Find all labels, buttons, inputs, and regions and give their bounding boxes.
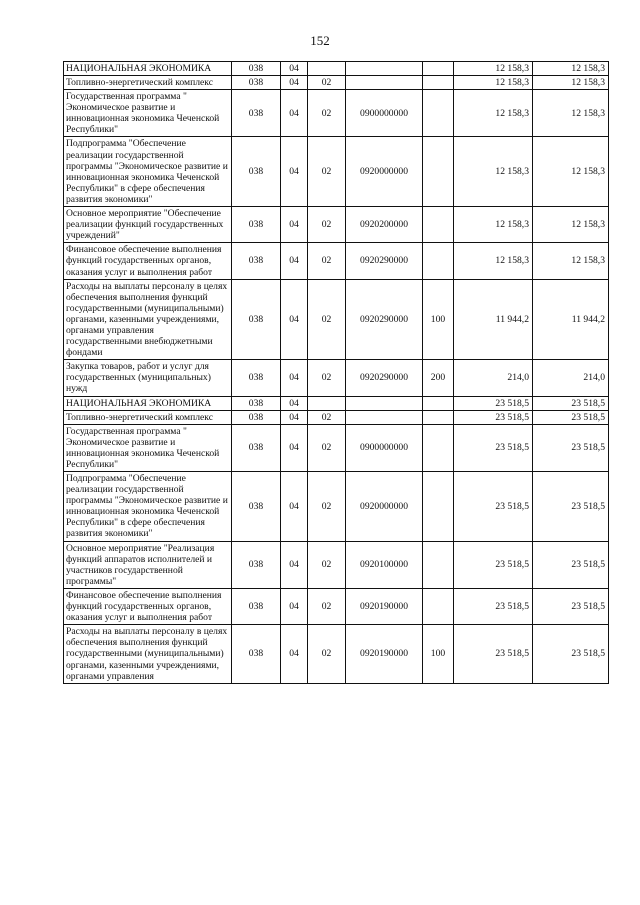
row-vr <box>423 207 454 243</box>
row-csr <box>346 62 423 76</box>
row-csr: 0920000000 <box>346 472 423 542</box>
row-sum-1: 12 158,3 <box>454 62 533 76</box>
row-sum-1: 12 158,3 <box>454 243 533 279</box>
row-pr: 02 <box>308 424 346 471</box>
row-rz: 04 <box>281 588 308 624</box>
row-rz: 04 <box>281 90 308 137</box>
row-sum-2: 23 518,5 <box>533 396 609 410</box>
row-vr: 100 <box>423 625 454 683</box>
row-csr: 0920290000 <box>346 360 423 396</box>
row-name: Основное мероприятие "Реализация функций аппаратов исполнителей и участников государственной программы" <box>64 541 232 588</box>
row-name: Расходы на выплаты персоналу в целях обеспечения выполнения функций государственными (муниципальными) органами, казенными учреждениями, органами управления <box>64 625 232 683</box>
row-sum-1: 23 518,5 <box>454 625 533 683</box>
row-ved: 038 <box>232 279 281 360</box>
row-vr <box>423 90 454 137</box>
row-pr: 02 <box>308 90 346 137</box>
row-vr: 200 <box>423 360 454 396</box>
row-sum-2: 11 944,2 <box>533 279 609 360</box>
row-ved: 038 <box>232 137 281 207</box>
row-rz: 04 <box>281 62 308 76</box>
row-pr: 02 <box>308 243 346 279</box>
row-vr <box>423 472 454 542</box>
row-rz: 04 <box>281 424 308 471</box>
table-row <box>64 472 609 542</box>
row-csr: 0920190000 <box>346 625 423 683</box>
row-rz: 04 <box>281 360 308 396</box>
row-sum-2: 12 158,3 <box>533 90 609 137</box>
row-vr <box>423 62 454 76</box>
row-csr <box>346 410 423 424</box>
row-sum-1: 12 158,3 <box>454 90 533 137</box>
row-sum-1: 12 158,3 <box>454 137 533 207</box>
row-csr: 0900000000 <box>346 90 423 137</box>
row-rz: 04 <box>281 396 308 410</box>
table-row <box>64 76 609 90</box>
row-sum-1: 214,0 <box>454 360 533 396</box>
row-csr <box>346 396 423 410</box>
row-ved: 038 <box>232 360 281 396</box>
row-ved: 038 <box>232 76 281 90</box>
row-sum-2: 12 158,3 <box>533 137 609 207</box>
row-name: Топливно-энергетический комплекс <box>64 76 232 90</box>
row-name: Основное мероприятие "Обеспечение реализации функций государственных учреждений" <box>64 207 232 243</box>
row-csr: 0920100000 <box>346 541 423 588</box>
table-row <box>64 90 609 137</box>
row-pr: 02 <box>308 207 346 243</box>
row-sum-2: 23 518,5 <box>533 424 609 471</box>
row-ved: 038 <box>232 243 281 279</box>
row-vr <box>423 588 454 624</box>
table-row <box>64 541 609 588</box>
row-ved: 038 <box>232 541 281 588</box>
row-pr <box>308 62 346 76</box>
row-pr: 02 <box>308 472 346 542</box>
row-vr <box>423 541 454 588</box>
row-vr <box>423 410 454 424</box>
row-sum-1: 23 518,5 <box>454 588 533 624</box>
table-row <box>64 424 609 471</box>
row-sum-2: 23 518,5 <box>533 541 609 588</box>
table-row <box>64 62 609 76</box>
table-row <box>64 396 609 410</box>
row-rz: 04 <box>281 279 308 360</box>
row-sum-2: 23 518,5 <box>533 625 609 683</box>
row-sum-2: 12 158,3 <box>533 243 609 279</box>
row-sum-1: 23 518,5 <box>454 410 533 424</box>
row-pr: 02 <box>308 279 346 360</box>
row-name: НАЦИОНАЛЬНАЯ ЭКОНОМИКА <box>64 62 232 76</box>
row-ved: 038 <box>232 410 281 424</box>
row-ved: 038 <box>232 588 281 624</box>
row-csr: 0920190000 <box>346 588 423 624</box>
row-pr: 02 <box>308 541 346 588</box>
row-csr: 0920200000 <box>346 207 423 243</box>
row-csr: 0920290000 <box>346 279 423 360</box>
row-csr <box>346 76 423 90</box>
row-vr: 100 <box>423 279 454 360</box>
row-vr <box>423 396 454 410</box>
row-pr: 02 <box>308 625 346 683</box>
row-ved: 038 <box>232 424 281 471</box>
row-pr: 02 <box>308 76 346 90</box>
row-name: Финансовое обеспечение выполнения функций государственных органов, оказания услуг и выполнения работ <box>64 588 232 624</box>
table-row <box>64 360 609 396</box>
row-csr: 0920290000 <box>346 243 423 279</box>
row-name: Государственная программа " Экономическое развитие и инновационная экономика Чеченской Республики" <box>64 90 232 137</box>
row-rz: 04 <box>281 243 308 279</box>
row-pr: 02 <box>308 588 346 624</box>
row-sum-1: 23 518,5 <box>454 541 533 588</box>
row-rz: 04 <box>281 410 308 424</box>
row-rz: 04 <box>281 207 308 243</box>
row-sum-1: 23 518,5 <box>454 472 533 542</box>
row-csr: 0920000000 <box>346 137 423 207</box>
table-row <box>64 588 609 624</box>
row-sum-2: 12 158,3 <box>533 76 609 90</box>
table-row <box>64 137 609 207</box>
row-name: Топливно-энергетический комплекс <box>64 410 232 424</box>
table-row <box>64 243 609 279</box>
row-sum-1: 12 158,3 <box>454 207 533 243</box>
row-sum-2: 214,0 <box>533 360 609 396</box>
row-vr <box>423 137 454 207</box>
row-sum-2: 23 518,5 <box>533 410 609 424</box>
budget-table <box>63 61 609 684</box>
row-sum-2: 12 158,3 <box>533 207 609 243</box>
row-pr: 02 <box>308 410 346 424</box>
row-vr <box>423 76 454 90</box>
row-ved: 038 <box>232 90 281 137</box>
row-pr: 02 <box>308 360 346 396</box>
row-name: Государственная программа " Экономическое развитие и инновационная экономика Чеченской Республики" <box>64 424 232 471</box>
row-csr: 0900000000 <box>346 424 423 471</box>
row-sum-2: 12 158,3 <box>533 62 609 76</box>
table-row <box>64 279 609 360</box>
row-name: Подпрограмма "Обеспечение реализации государственной программы "Экономическое развитие и инновационная экономика Чеченской Республики" в сфере обеспечения развития экономики" <box>64 472 232 542</box>
row-ved: 038 <box>232 207 281 243</box>
row-vr <box>423 424 454 471</box>
row-ved: 038 <box>232 396 281 410</box>
row-name: Финансовое обеспечение выполнения функций государственных органов, оказания услуг и выполнения работ <box>64 243 232 279</box>
row-sum-2: 23 518,5 <box>533 472 609 542</box>
row-sum-1: 23 518,5 <box>454 424 533 471</box>
row-rz: 04 <box>281 76 308 90</box>
row-rz: 04 <box>281 137 308 207</box>
row-sum-1: 23 518,5 <box>454 396 533 410</box>
row-rz: 04 <box>281 625 308 683</box>
row-pr <box>308 396 346 410</box>
row-name: Подпрограмма "Обеспечение реализации государственной программы "Экономическое развитие и инновационная экономика Чеченской Республики" в сфере обеспечения развития экономики" <box>64 137 232 207</box>
row-sum-1: 11 944,2 <box>454 279 533 360</box>
row-rz: 04 <box>281 472 308 542</box>
row-name: Расходы на выплаты персоналу в целях обеспечения выполнения функций государственными (муниципальными) органами, казенными учреждениями, органами управления государственными внебюджетными фондами <box>64 279 232 360</box>
row-rz: 04 <box>281 541 308 588</box>
row-ved: 038 <box>232 625 281 683</box>
row-sum-2: 23 518,5 <box>533 588 609 624</box>
row-name: Закупка товаров, работ и услуг для государственных (муниципальных) нужд <box>64 360 232 396</box>
row-name: НАЦИОНАЛЬНАЯ ЭКОНОМИКА <box>64 396 232 410</box>
table-row <box>64 207 609 243</box>
row-vr <box>423 243 454 279</box>
row-ved: 038 <box>232 472 281 542</box>
page-number: 152 <box>310 33 330 48</box>
row-ved: 038 <box>232 62 281 76</box>
table-row <box>64 625 609 683</box>
row-pr: 02 <box>308 137 346 207</box>
row-sum-1: 12 158,3 <box>454 76 533 90</box>
table-row <box>64 410 609 424</box>
